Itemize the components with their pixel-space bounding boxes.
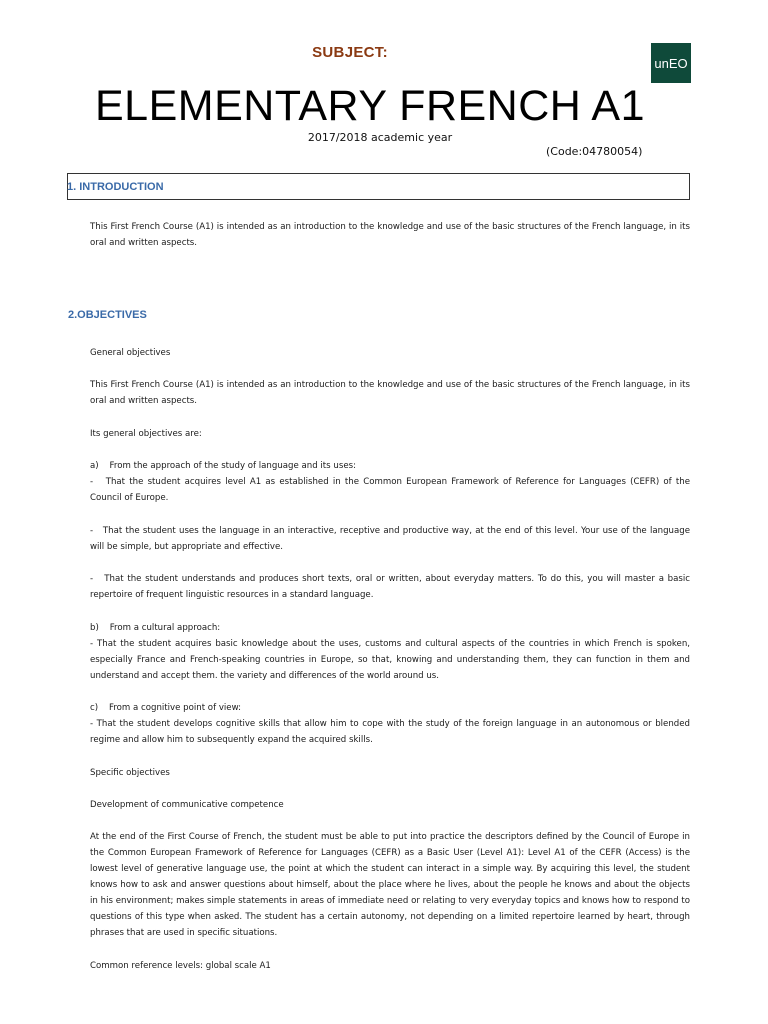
item-c-title: c) From a cognitive point of view:	[90, 703, 242, 713]
cefr-paragraph: At the end of the First Course of French, the student must be able to put into practice the descriptors defined by the Council of Europe in the Common European Framework of Reference for Languages (CEFR) as a Basic User (Level A1): Level A1 of the CEFR (Access) is the lowest level of generative language use, the point at which the student can interact in a simple way. By acquiring this level, the student knows how to ask and answer questions about himself, about the place where he lives, about the people he knows and about the objects in his environment; makes simple statements in areas of immediate need or relating to very everyday topics and knows how to respond to questions of this type when asked. The student has a certain autonomy, not depending on a limited repertoire learned by heart, through phrases that are used in specific situations.	[90, 832, 690, 938]
course-code: (Code:04780054)	[546, 145, 643, 158]
general-objectives-are: Its general objectives are:	[90, 429, 202, 439]
communicative-competence-label: Development of communicative competence	[90, 800, 284, 810]
uneo-logo: unEO	[651, 43, 691, 83]
objectives-intro-paragraph: This First French Course (A1) is intended as an introduction to the knowledge and use of the basic structures of the French language, in its oral and written aspects.	[90, 380, 690, 406]
introduction-heading: 1. INTRODUCTION	[67, 181, 164, 193]
specific-objectives-label: Specific objectives	[90, 768, 170, 778]
item-a-point-1: - That the student acquires level A1 as established in the Common European Framework of Reference for Languages (CEFR) of the Council of Europe.	[90, 477, 690, 503]
objectives-heading: 2.OBJECTIVES	[68, 309, 147, 321]
reference-levels-label: Common reference levels: global scale A1	[90, 961, 271, 971]
document-title: ELEMENTARY FRENCH A1	[94, 82, 646, 130]
general-objectives-label: General objectives	[90, 348, 171, 358]
introduction-paragraph: This First French Course (A1) is intended as an introduction to the knowledge and use of the basic structures of the French language, in its oral and written aspects.	[90, 222, 690, 248]
item-a-title: a) From the approach of the study of language and its uses:	[90, 461, 356, 471]
subject-label: SUBJECT:	[312, 44, 388, 61]
item-a-point-2: - That the student uses the language in an interactive, receptive and productive way, at the end of this level. Your use of the language will be simple, but appropriate and effective.	[90, 526, 690, 552]
item-b-title: b) From a cultural approach:	[90, 623, 221, 633]
item-c-point-1: - That the student develops cognitive skills that allow him to cope with the study of the foreign language in an autonomous or blended regime and allow him to subsequently expand the acquired skills.	[90, 719, 690, 745]
academic-year: 2017/2018 academic year	[307, 131, 453, 144]
item-b-point-1: - That the student acquires basic knowledge about the uses, customs and cultural aspects of the countries in which French is spoken, especially France and French-speaking countries in Europe, so that, knowing and understanding them, they can function in them and understand and accept them. the variety and differences of the world around us.	[90, 639, 690, 681]
item-a-point-3: - That the student understands and produces short texts, oral or written, about everyday matters. To do this, you will master a basic repertoire of frequent linguistic resources in a standard language.	[90, 574, 690, 600]
